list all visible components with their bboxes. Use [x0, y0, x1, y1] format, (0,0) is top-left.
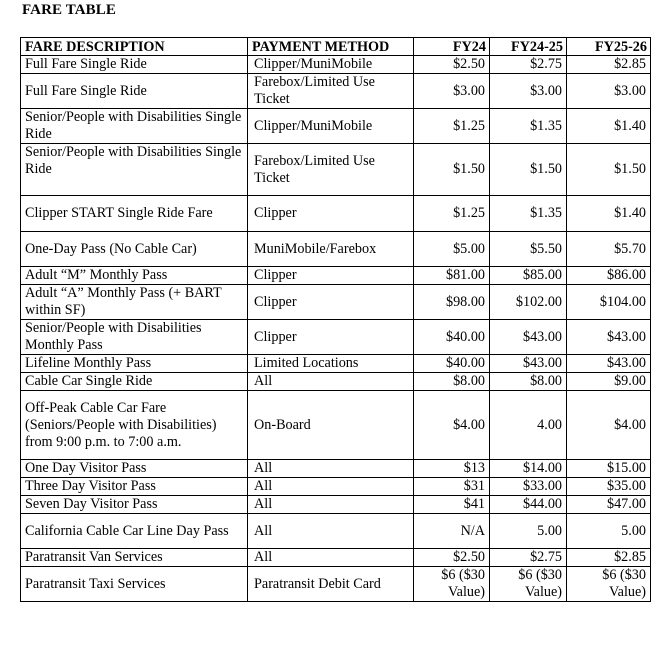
fare-description: Senior/People with Disabilities Single Ride — [21, 109, 248, 144]
fare-fy25-26: $35.00 — [567, 478, 651, 496]
fare-fy24-25: $2.75 — [490, 549, 567, 567]
payment-method: All — [248, 496, 414, 514]
table-row — [21, 144, 651, 196]
fare-fy24: $2.50 — [414, 56, 490, 74]
table-row — [21, 232, 651, 267]
fare-fy25-26: $2.85 — [567, 56, 651, 74]
payment-method: Clipper — [248, 320, 414, 355]
table-row — [21, 478, 651, 496]
header-fare-description: FARE DESCRIPTION — [21, 38, 248, 56]
fare-description: One Day Visitor Pass — [21, 460, 248, 478]
payment-method: All — [248, 460, 414, 478]
table-row — [21, 391, 651, 460]
fare-fy25-26: $15.00 — [567, 460, 651, 478]
fare-fy25-26: $47.00 — [567, 496, 651, 514]
fare-fy24-25: $2.75 — [490, 56, 567, 74]
fare-fy24-25: 5.00 — [490, 514, 567, 549]
fare-description: Adult “A” Monthly Pass (+ BART within SF) — [21, 285, 248, 320]
fare-fy24: $2.50 — [414, 549, 490, 567]
header-row — [21, 38, 651, 56]
table-row — [21, 460, 651, 478]
fare-fy24: $1.50 — [414, 144, 490, 196]
payment-method: Clipper — [248, 196, 414, 232]
fare-fy25-26: 5.00 — [567, 514, 651, 549]
header-fy24-25: FY24-25 — [490, 38, 567, 56]
fare-description: Seven Day Visitor Pass — [21, 496, 248, 514]
fare-fy24-25: $43.00 — [490, 320, 567, 355]
payment-method: All — [248, 514, 414, 549]
fare-fy24: $41 — [414, 496, 490, 514]
payment-method: Clipper/MuniMobile — [248, 109, 414, 144]
fare-fy25-26: $1.40 — [567, 196, 651, 232]
table-row — [21, 267, 651, 285]
table-row — [21, 514, 651, 549]
payment-method: All — [248, 373, 414, 391]
fare-description: Adult “M” Monthly Pass — [21, 267, 248, 285]
fare-description: Full Fare Single Ride — [21, 56, 248, 74]
fare-fy24-25: $1.50 — [490, 144, 567, 196]
table-row — [21, 196, 651, 232]
fare-fy24: $6 ($30 Value) — [414, 567, 490, 602]
fare-description: Cable Car Single Ride — [21, 373, 248, 391]
table-row — [21, 355, 651, 373]
fare-fy24-25: 4.00 — [490, 391, 567, 460]
page-title: FARE TABLE — [22, 2, 116, 18]
fare-description: Paratransit Van Services — [21, 549, 248, 567]
fare-description: One-Day Pass (No Cable Car) — [21, 232, 248, 267]
fare-description: Senior/People with Disabilities Monthly Pass — [21, 320, 248, 355]
fare-fy24-25: $44.00 — [490, 496, 567, 514]
fare-fy24-25: $102.00 — [490, 285, 567, 320]
fare-fy25-26: $2.85 — [567, 549, 651, 567]
fare-fy24: $40.00 — [414, 355, 490, 373]
table-row — [21, 320, 651, 355]
fare-fy24: N/A — [414, 514, 490, 549]
table-row — [21, 567, 651, 602]
payment-method: Clipper — [248, 285, 414, 320]
fare-description: Senior/People with Disabilities Single Ride — [21, 144, 248, 196]
table-row — [21, 56, 651, 74]
fare-description: Full Fare Single Ride — [21, 74, 248, 109]
payment-method: Clipper/MuniMobile — [248, 56, 414, 74]
fare-fy25-26: $5.70 — [567, 232, 651, 267]
fare-fy24-25: $5.50 — [490, 232, 567, 267]
fare-description: Off-Peak Cable Car Fare (Seniors/People with Disabilities) from 9:00 p.m. to 7:00 a.m. — [21, 391, 248, 460]
payment-method: Paratransit Debit Card — [248, 567, 414, 602]
payment-method: MuniMobile/Farebox — [248, 232, 414, 267]
fare-fy25-26: $43.00 — [567, 320, 651, 355]
table-row — [21, 74, 651, 109]
table-row — [21, 285, 651, 320]
fare-fy25-26: $4.00 — [567, 391, 651, 460]
fare-fy24-25: $14.00 — [490, 460, 567, 478]
fare-fy24: $13 — [414, 460, 490, 478]
fare-fy24: $31 — [414, 478, 490, 496]
table-row — [21, 373, 651, 391]
fare-fy24: $98.00 — [414, 285, 490, 320]
fare-table — [20, 37, 651, 602]
table-row — [21, 109, 651, 144]
fare-fy24-25: $8.00 — [490, 373, 567, 391]
fare-fy25-26: $9.00 — [567, 373, 651, 391]
fare-fy24-25: $85.00 — [490, 267, 567, 285]
fare-fy25-26: $104.00 — [567, 285, 651, 320]
fare-fy25-26: $86.00 — [567, 267, 651, 285]
fare-fy24-25: $33.00 — [490, 478, 567, 496]
fare-fy24-25: $3.00 — [490, 74, 567, 109]
payment-method: All — [248, 549, 414, 567]
fare-fy25-26: $6 ($30 Value) — [567, 567, 651, 602]
fare-fy24-25: $1.35 — [490, 196, 567, 232]
header-fy25-26: FY25-26 — [567, 38, 651, 56]
fare-fy24-25: $6 ($30 Value) — [490, 567, 567, 602]
fare-fy25-26: $1.50 — [567, 144, 651, 196]
fare-fy24: $4.00 — [414, 391, 490, 460]
fare-fy24: $3.00 — [414, 74, 490, 109]
fare-fy24-25: $1.35 — [490, 109, 567, 144]
fare-fy24: $5.00 — [414, 232, 490, 267]
payment-method: Farebox/Limited Use Ticket — [248, 144, 414, 196]
payment-method: Clipper — [248, 267, 414, 285]
fare-description: Lifeline Monthly Pass — [21, 355, 248, 373]
payment-method: Farebox/Limited Use Ticket — [248, 74, 414, 109]
payment-method: All — [248, 478, 414, 496]
fare-description: Paratransit Taxi Services — [21, 567, 248, 602]
fare-fy24-25: $43.00 — [490, 355, 567, 373]
fare-fy24: $1.25 — [414, 196, 490, 232]
table-row — [21, 496, 651, 514]
payment-method: Limited Locations — [248, 355, 414, 373]
fare-fy24: $40.00 — [414, 320, 490, 355]
fare-fy24: $81.00 — [414, 267, 490, 285]
fare-description: Clipper START Single Ride Fare — [21, 196, 248, 232]
header-payment-method: PAYMENT METHOD — [248, 38, 414, 56]
fare-fy25-26: $1.40 — [567, 109, 651, 144]
fare-fy24: $8.00 — [414, 373, 490, 391]
fare-description: California Cable Car Line Day Pass — [21, 514, 248, 549]
fare-description: Three Day Visitor Pass — [21, 478, 248, 496]
fare-fy25-26: $3.00 — [567, 74, 651, 109]
fare-fy25-26: $43.00 — [567, 355, 651, 373]
table-row — [21, 549, 651, 567]
payment-method: On-Board — [248, 391, 414, 460]
header-fy24: FY24 — [414, 38, 490, 56]
fare-fy24: $1.25 — [414, 109, 490, 144]
